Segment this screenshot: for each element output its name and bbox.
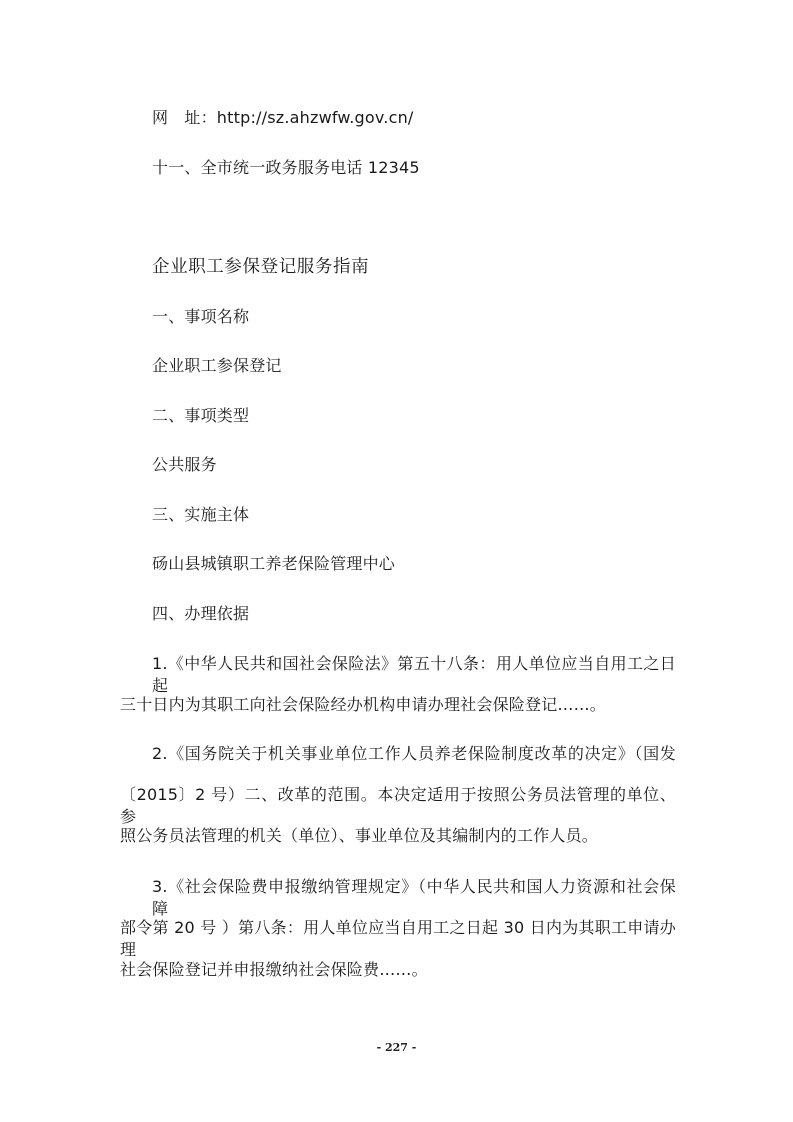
website-line: 网 址：http://sz.ahzwfw.gov.cn/ xyxy=(152,108,414,127)
hotline-line: 十一、全市统一政务服务电话 12345 xyxy=(152,158,420,177)
basis-2-line-2: 〔2015〕2 号）二、改革的范围。本决定适用于按照公务员法管理的单位、参 xyxy=(120,785,676,826)
section-heading-basis: 四、办理依据 xyxy=(152,604,250,623)
section-heading-name: 一、事项名称 xyxy=(152,307,250,326)
section-heading-type: 二、事项类型 xyxy=(152,406,250,425)
basis-2-line-3: 照公务员法管理的机关（单位）、事业单位及其编制内的工作人员。 xyxy=(120,826,599,845)
basis-3-line-3: 社会保险登记并申报缴纳社会保险费……。 xyxy=(120,960,428,979)
basis-1-line-2: 三十日内为其职工向社会保险经办机构申请办理社会保险登记……。 xyxy=(120,695,607,714)
guide-title: 企业职工参保登记服务指南 xyxy=(152,257,370,277)
section-heading-subject: 三、实施主体 xyxy=(152,505,250,524)
basis-1-line-1: 1.《中华人民共和国社会保险法》第五十八条：用人单位应当自用工之日起 xyxy=(152,654,676,695)
section-content-subject: 砀山县城镇职工养老保险管理中心 xyxy=(152,554,396,573)
basis-3-line-2: 部令第 20 号 ）第八条：用人单位应当自用工之日起 30 日内为其职工申请办理 xyxy=(120,918,676,959)
section-content-type: 公共服务 xyxy=(152,455,217,474)
page-number: - 227 - xyxy=(376,1041,417,1054)
basis-3-line-1: 3.《社会保险费申报缴纳管理规定》（中华人民共和国人力资源和社会保障 xyxy=(152,877,676,918)
basis-2-line-1: 2.《国务院关于机关事业单位工作人员养老保险制度改革的决定》（国发 xyxy=(152,744,676,763)
section-content-name: 企业职工参保登记 xyxy=(152,356,282,375)
